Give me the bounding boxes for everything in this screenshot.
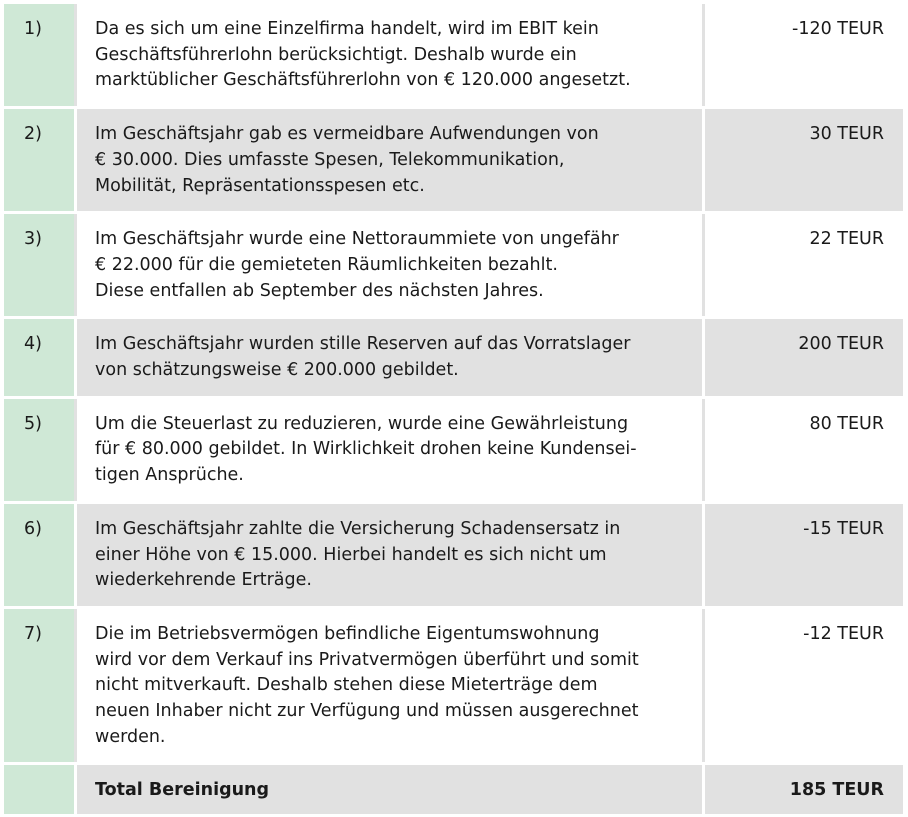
- total-label: Total Bereinigung: [77, 765, 705, 814]
- description-line: Geschäftsführerlohn berücksichtigt. Deshalb wurde ein: [95, 44, 577, 65]
- description-line: von schätzungsweise € 200.000 gebildet.: [95, 360, 459, 381]
- description-line: wird vor dem Verkauf ins Privatvermögen überführt und somit: [95, 649, 639, 670]
- description-line: Da es sich um eine Einzelfirma handelt, wird im EBIT kein: [95, 19, 599, 39]
- description-line: Um die Steuerlast zu reduzieren, wurde eine Gewährleistung: [95, 413, 629, 434]
- row-value: -12 TEUR: [705, 609, 903, 763]
- table-row: [4, 399, 903, 504]
- row-value: -120 TEUR: [705, 4, 903, 106]
- table-row: [4, 4, 903, 109]
- row-value: 80 TEUR: [705, 399, 903, 501]
- row-value: 200 TEUR: [705, 319, 903, 395]
- row-value: 30 TEUR: [705, 109, 903, 211]
- row-number: 4): [4, 319, 77, 395]
- description-line: Diese entfallen ab September des nächsten Jahres.: [95, 280, 544, 301]
- row-number: 3): [4, 214, 77, 316]
- row-number: 6): [4, 504, 77, 606]
- table-row: [4, 109, 903, 214]
- description-line: Im Geschäftsjahr wurde eine Nettoraummiete von ungefähr: [95, 229, 619, 250]
- description-line: marktüblicher Geschäftsführerlohn von € 120.000 angesetzt.: [95, 70, 631, 91]
- description-line: für € 80.000 gebildet. In Wirklichkeit drohen keine Kundensei-: [95, 439, 637, 460]
- description-line: tigen Ansprüche.: [95, 465, 244, 486]
- adjustment-table: [4, 4, 903, 817]
- total-number: [4, 765, 77, 814]
- row-description: [77, 399, 705, 501]
- table-row: [4, 609, 903, 766]
- description-line: Im Geschäftsjahr wurden stille Reserven auf das Vorratslager: [95, 334, 631, 355]
- row-number: 7): [4, 609, 77, 763]
- description-line: wiederkehrende Erträge.: [95, 570, 312, 591]
- table-row: [4, 214, 903, 319]
- row-description: [77, 109, 705, 211]
- description-line: Mobilität, Repräsentationsspesen etc.: [95, 175, 425, 196]
- row-number: 2): [4, 109, 77, 211]
- row-description: [77, 319, 705, 395]
- row-description: [77, 4, 705, 106]
- total-row: [4, 765, 903, 817]
- description-line: einer Höhe von € 15.000. Hierbei handelt es sich nicht um: [95, 544, 607, 565]
- description-line: € 30.000. Dies umfasste Spesen, Telekommunikation,: [95, 149, 565, 170]
- table-row: [4, 504, 903, 609]
- row-description: [77, 609, 705, 763]
- description-line: Im Geschäftsjahr gab es vermeidbare Aufwendungen von: [95, 124, 599, 145]
- table-row: [4, 319, 903, 398]
- row-description: [77, 214, 705, 316]
- row-number: 1): [4, 4, 77, 106]
- description-line: Im Geschäftsjahr zahlte die Versicherung Schadensersatz in: [95, 518, 621, 539]
- description-line: € 22.000 für die gemieteten Räumlichkeiten bezahlt.: [95, 254, 558, 275]
- description-line: neuen Inhaber nicht zur Verfügung und müssen ausgerechnet: [95, 701, 639, 722]
- row-number: 5): [4, 399, 77, 501]
- row-value: -15 TEUR: [705, 504, 903, 606]
- row-description: [77, 504, 705, 606]
- description-line: werden.: [95, 726, 166, 747]
- description-line: nicht mitverkauft. Deshalb stehen diese Mieterträge dem: [95, 675, 598, 696]
- row-value: 22 TEUR: [705, 214, 903, 316]
- total-value: 185 TEUR: [705, 765, 903, 814]
- description-line: Die im Betriebsvermögen befindliche Eigentumswohnung: [95, 623, 600, 644]
